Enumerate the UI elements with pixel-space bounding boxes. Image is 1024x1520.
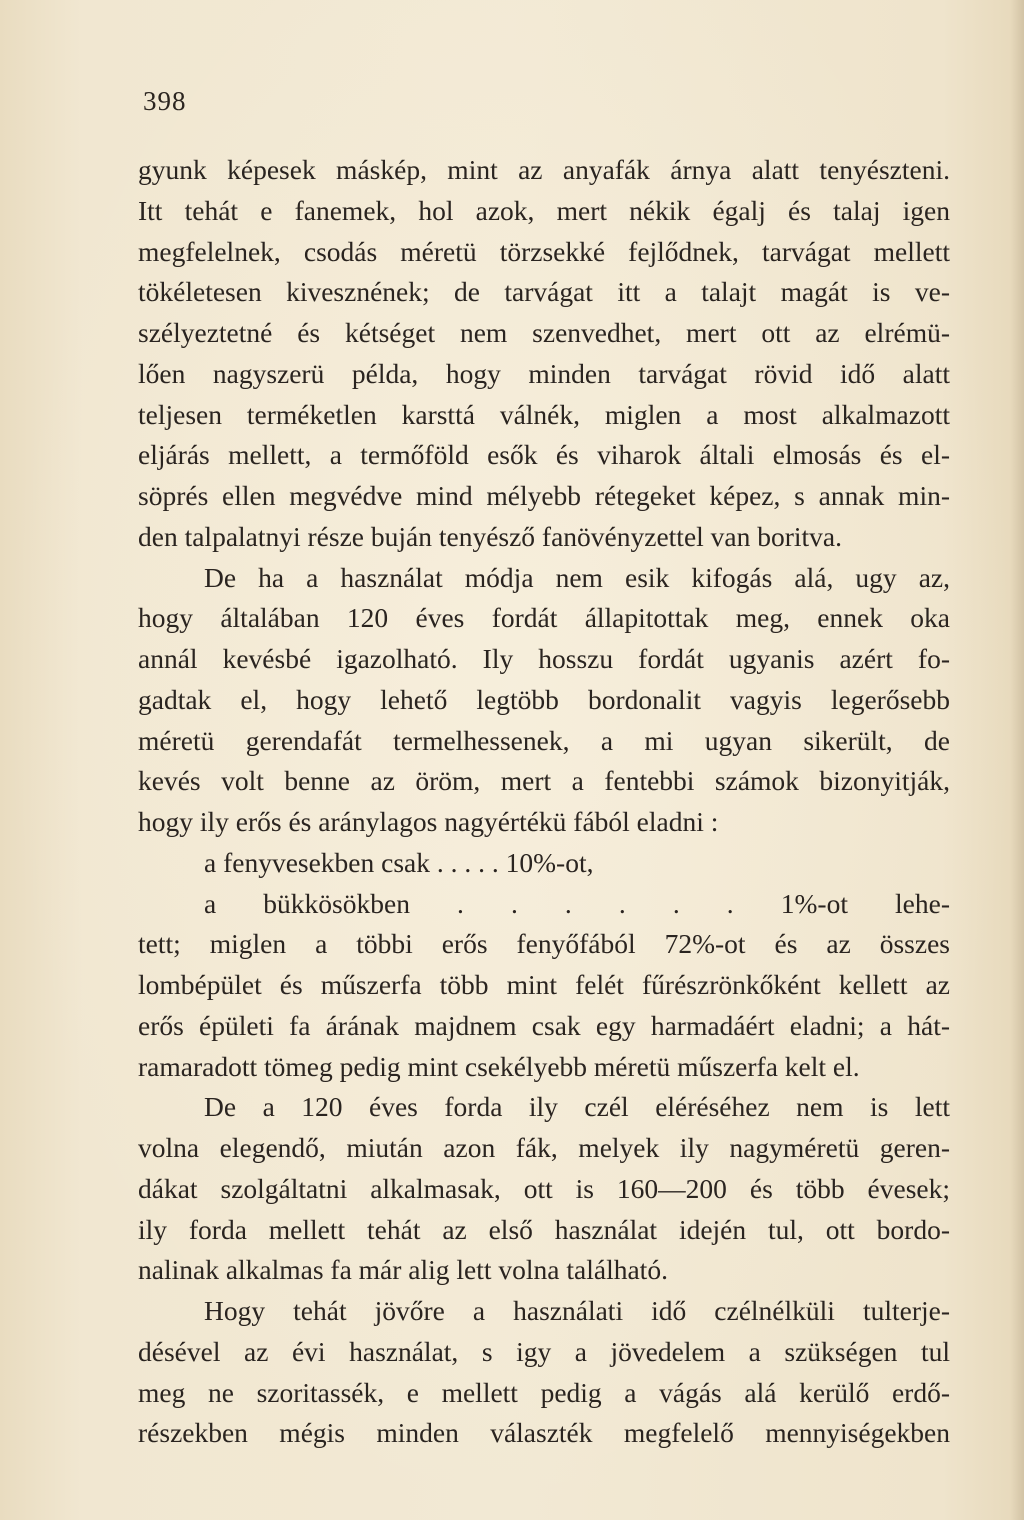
text-line: Itt tehát e fanemek, hol azok, mert nékik égalj és talaj igen [138,194,950,226]
page-number: 398 [143,86,187,116]
text-line: Hogy tehát jövőre a használati idő czélnélküli tulterje- [204,1295,950,1326]
text-line: söprés ellen megvédve mind mélyebb rétegeket képez, s annak min- [138,480,950,511]
text-line: gyunk képesek máskép, mint az anyafák árnya alatt tenyészteni. [138,154,950,185]
text-line: hogy ily erős és aránylagos nagyértékü fából eladni : [138,806,719,837]
text-line: megfelelnek, csodás méretü törzsekké fejlődnek, tarvágat mellett [138,235,950,267]
text-line: szélyeztetné és kétséget nem szenvedhet, mert ott az elrémü- [138,317,950,348]
body-text [138,150,950,1454]
text-line: désével az évi használat, s igy a jövedelem a szükségen tul [138,1335,950,1367]
text-line: tett; miglen a többi erős fenyőfából 72%-ot és az összes [138,928,950,960]
text-line: lően nagyszerü példa, hogy minden tarvágat rövid idő alatt [138,357,950,389]
text-line: tökéletesen kivesznének; de tarvágat itt a talajt magát is ve- [138,276,950,308]
text-line: hogy általában 120 éves fordát állapitottak meg, ennek oka [138,602,950,634]
text-line: részekben mégis minden választék megfelelő mennyiségekben [138,1417,950,1449]
text-line: nalinak alkalmas fa már alig lett volna található. [138,1254,668,1286]
text-line: eljárás mellett, a termőföld esők és viharok általi elmosás és el- [138,439,950,471]
text-line: annál kevésbé igazolható. Ily hosszu fordát ugyanis azért fo- [138,643,950,674]
text-line: dákat szolgáltatni alkalmasak, ott is 160—200 és több évesek; [138,1172,950,1204]
text-line: méretü gerendafát termelhessenek, a mi ugyan sikerült, de [138,724,950,756]
text-line: gadtak el, hogy lehető legtöbb bordonalit vagyis legerősebb [138,683,950,715]
text-line: a fenyvesekben csak . . . . . 10%-ot, [204,846,594,878]
text-line: kevés volt benne az öröm, mert a fentebbi számok bizonyitják, [138,765,950,797]
text-line: den talpalatnyi része buján tenyésző fanövényzettel van boritva. [138,520,843,552]
text-line: ily forda mellett tehát az első használat idején tul, ott bordo- [138,1213,950,1245]
text-line: lombépület és műszerfa több mint felét fűrészrönkőként kellett az [138,969,950,1000]
text-line: De ha a használat módja nem esik kifogás alá, ugy az, [204,561,950,593]
text-line: a bükkösökben . . . . . . 1%-ot lehe- [204,887,950,919]
page-edge-shadow [1010,0,1024,1520]
text-line: erős épületi fa árának majdnem csak egy harmadáért eladni; a hát- [138,1009,950,1041]
text-line: meg ne szoritassék, e mellett pedig a vágás alá kerülő erdő- [138,1376,950,1408]
text-line: De a 120 éves forda ily czél eléréséhez nem is lett [204,1091,950,1123]
text-line: ramaradott tömeg pedig mint csekélyebb méretü műszerfa kelt el. [138,1050,860,1082]
text-line: volna elegendő, miután azon fák, melyek ily nagyméretü geren- [138,1132,950,1163]
text-line: teljesen terméketlen karsttá válnék, miglen a most alkalmazott [138,398,950,430]
